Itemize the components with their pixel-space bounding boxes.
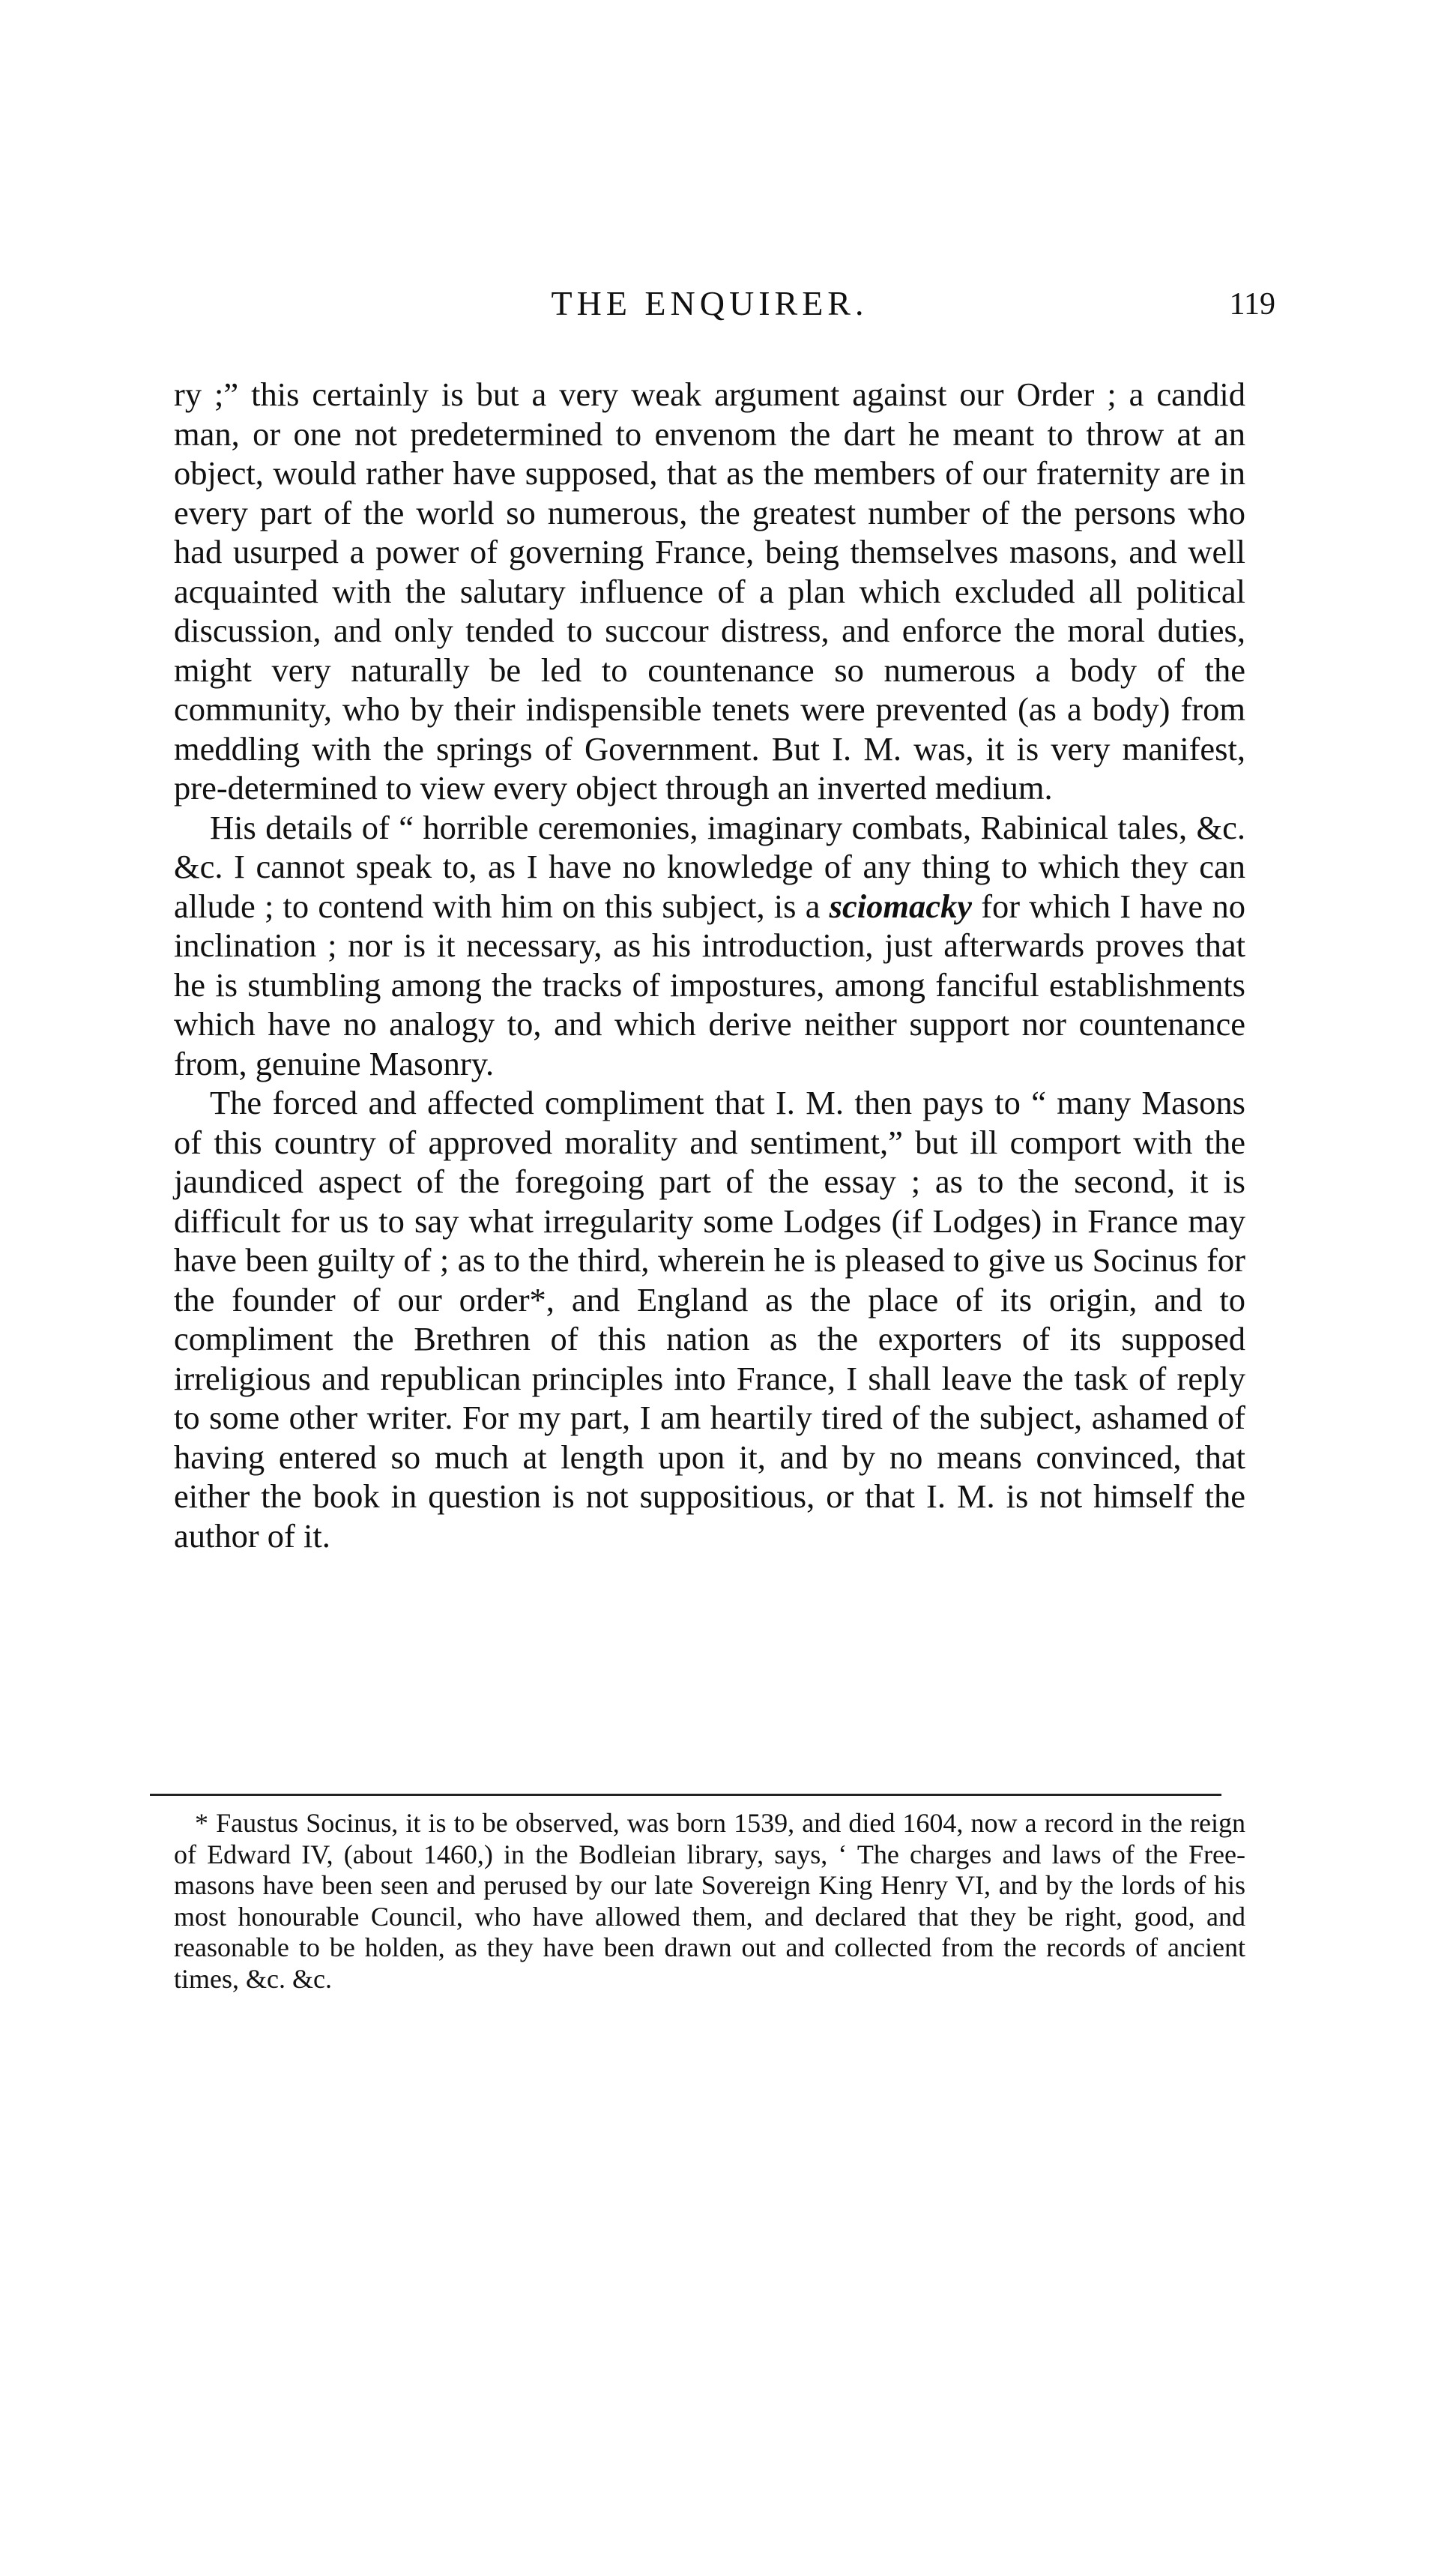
running-title: THE ENQUIRER.	[551, 284, 869, 322]
running-head	[174, 283, 1275, 328]
page-number: 119	[1229, 287, 1275, 322]
paragraph-2	[174, 808, 1245, 1084]
paragraph-1: ry ;” this certainly is but a very weak argument against our Order ; a candid man, or one not predetermined to envenom the dart he meant to throw at an object, would rather have supposed, that as the members of our fraternity are in every part of the world so numerous, the greatest number of the persons who had usurped a power of governing France, being themselves masons, and well acquainted with the salutary influence of a plan which excluded all political discussion, and only tended to succour distress, and enforce the moral duties, might very naturally be led to countenance so numerous a body of the community, who by their indispensible tenets were prevented (as a body) from meddling with the springs of Government. But I. M. was, it is very manifest, pre-determined to view every object through an inverted medium.	[174, 376, 1245, 807]
paragraph-2-continuation: for which I have no inclination ; nor is it necessary, as his introduction, just afterwards proves that he is stumbling among the tracks of impostures, among fanciful establishments which have no analogy to, and which derive neither support nor countenance from, genuine Masonry.	[174, 887, 1246, 1082]
paragraph-3: The forced and affected compliment that I. M. then pays to “ many Masons of this country of approved morality and sentiment,” but ill comport with the jaundiced aspect of the foregoing part of the essay ; as to the second, it is difficult for us to say what irregularity some Lodges (if Lodges) in France may have been guilty of ; as to the third, wherein he is pleased to give us Socinus for the founder of our order*, and England as the place of its origin, and to compliment the Brethren of this nation as the exporters of its supposed irreligious and republican principles into France, I shall leave the task of reply to some other writer. For my part, I am heartily tired of the subject, ashamed of having entered so much at length upon it, and by no means convinced, that either the book in question is not suppositious, or that I. M. is not himself the author of it.	[174, 1084, 1245, 1555]
footnote-text: * Faustus Socinus, it is to be observed, was born 1539, and died 1604, now a record in the reign of Edward IV, (about 1460,) in the Bodleian library, says, ‘ The charges and laws of the Free-masons have been seen and perused by our late Sovereign King Henry VI, and by the lords of his most honourable Council, who have allowed them, and declared that they be right, good, and reasonable to be holden, as they have been drawn out and collected from the records of ancient times, &c. &c.	[174, 1808, 1245, 1994]
italic-word: sciomacky	[829, 887, 972, 925]
footnote	[174, 1808, 1245, 1995]
footnote-rule	[150, 1794, 1221, 1796]
paragraph-2-text: His details of “ horrible ceremonies, imaginary combats, Rabinical tales, &c. &c. I cannot speak to, as I have no knowledge of any thing to which they can allude ; to contend with him on this subject, is a	[174, 808, 1245, 925]
main-text	[174, 375, 1245, 1555]
